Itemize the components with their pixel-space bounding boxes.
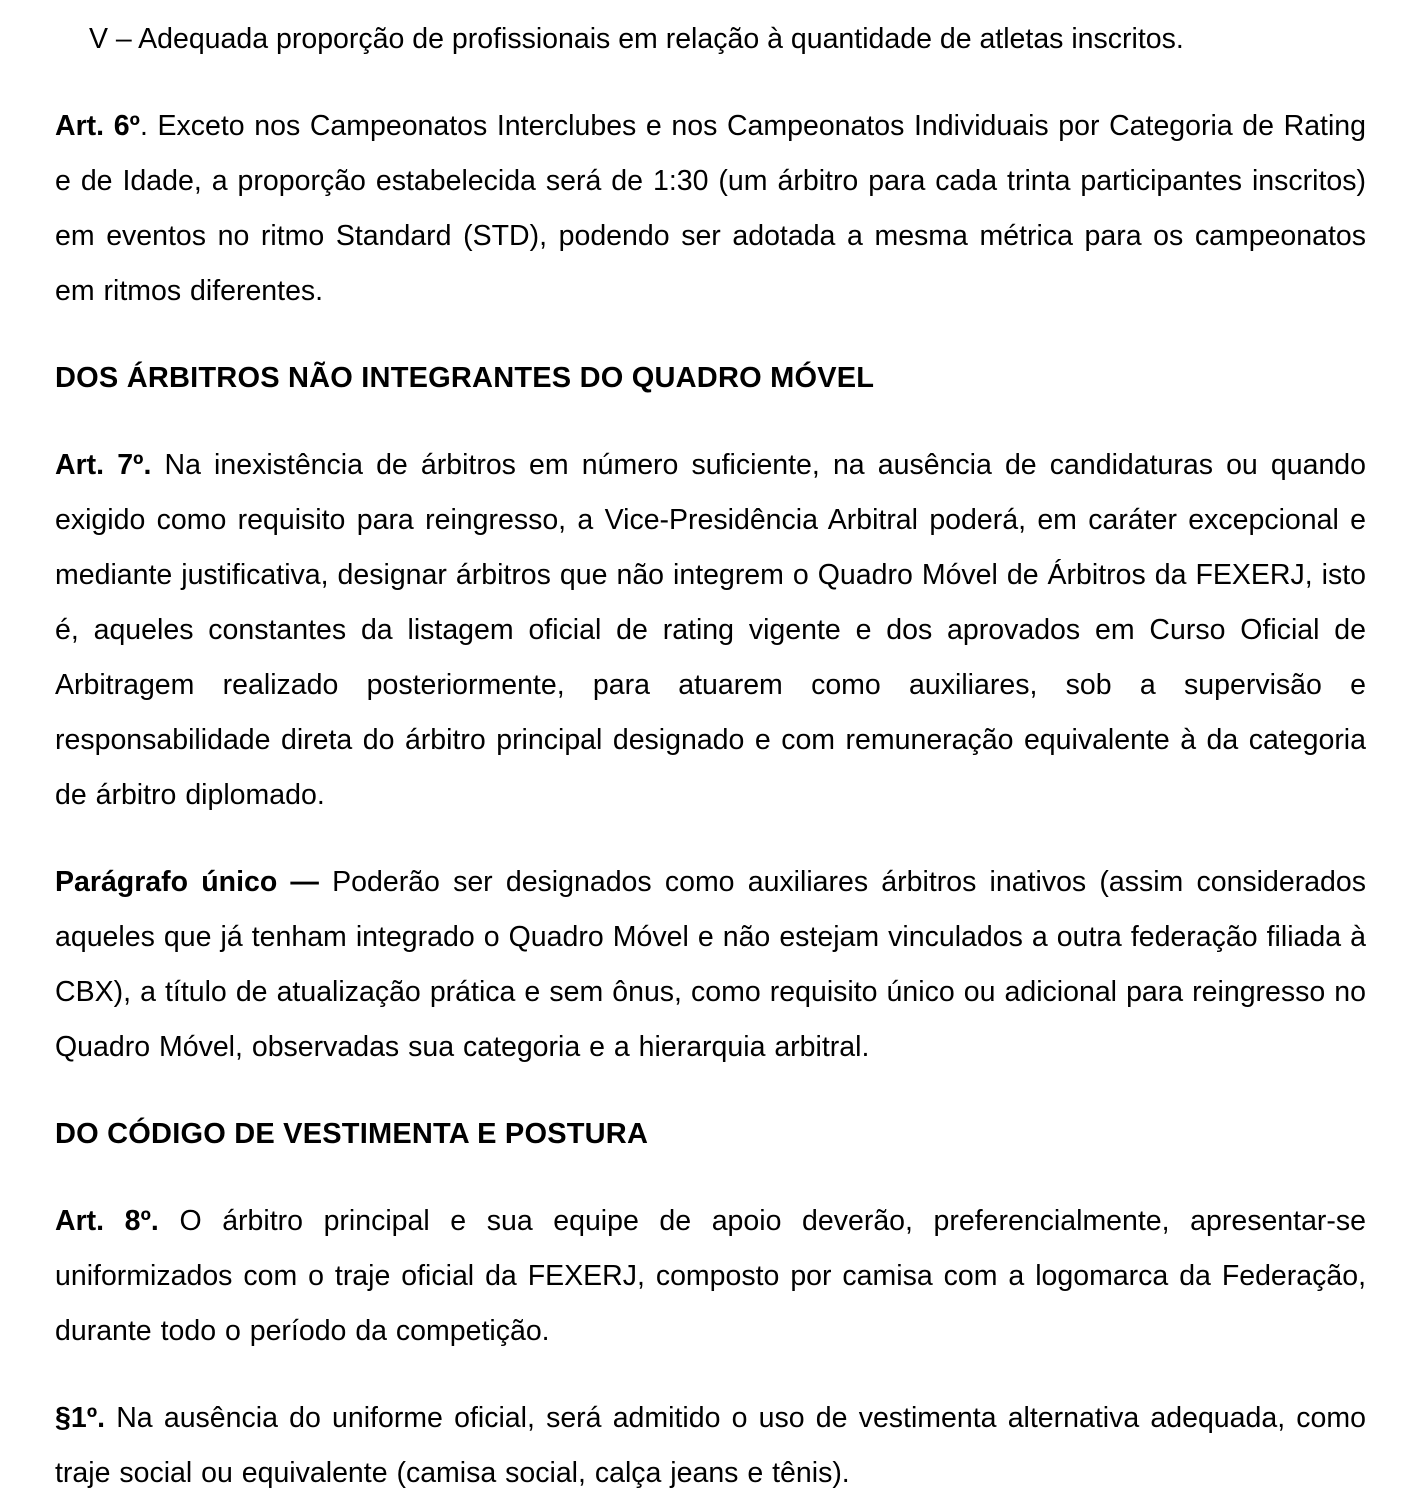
article-8-text: O árbitro principal e sua equipe de apoio deverão, preferencialmente, apresentar-se uniformizados com o traje oficial da FEXERJ, composto por camisa com a logomarca da Federação, durante todo o período da competição. (55, 1205, 1366, 1347)
clause-item-v-text: V – Adequada proporção de profissionais em relação à quantidade de atletas inscritos. (89, 23, 1184, 55)
section-heading-arbitros-nao-integrantes: DOS ÁRBITROS NÃO INTEGRANTES DO QUADRO MÓVEL (55, 362, 875, 394)
clause-item-v (55, 12, 1366, 67)
paragrafo-unico-paragraph (55, 855, 1366, 1075)
paragraph-1-label: §1º. (55, 1402, 106, 1434)
article-8-label: Art. 8º. (55, 1205, 159, 1237)
paragrafo-unico-label: Parágrafo único — (55, 866, 319, 898)
article-7-text: Na inexistência de árbitros em número suficiente, na ausência de candidaturas ou quando exigido como requisito para reingresso, a Vice-Presidência Arbitral poderá, em caráter excepcional e mediante justificativa, designar árbitros que não integrem o Quadro Móvel de Árbitros da FEXERJ, isto é, aqueles constantes da listagem oficial de rating vigente e dos aprovados em Curso Oficial de Arbitragem realizado posteriormente, para atuarem como auxiliares, sob a supervisão e responsabilidade direta do árbitro principal designado e com remuneração equivalente à da categoria de árbitro diplomado. (55, 449, 1367, 811)
paragraph-1-text: Na ausência do uniforme oficial, será admitido o uso de vestimenta alternativa adequada, como traje social ou equivalente (camisa social, calça jeans e tênis). (55, 1402, 1366, 1489)
article-8-paragraph (55, 1194, 1366, 1359)
section-heading-codigo-vestimenta: DO CÓDIGO DE VESTIMENTA E POSTURA (55, 1118, 649, 1150)
article-6-text: . Exceto nos Campeonatos Interclubes e nos Campeonatos Individuais por Categoria de Rating e de Idade, a proporção estabelecida será de 1:30 (um árbitro para cada trinta participantes inscritos) em eventos no ritmo Standard (STD), podendo ser adotada a mesma métrica para os campeonatos em ritmos diferentes. (55, 110, 1366, 307)
article-6-paragraph (55, 99, 1366, 319)
article-6-label: Art. 6º (55, 110, 140, 142)
article-7-label: Art. 7º. (55, 449, 152, 481)
article-7-paragraph (55, 438, 1366, 823)
paragrafo-unico-text: Poderão ser designados como auxiliares árbitros inativos (assim considerados aqueles que já tenham integrado o Quadro Móvel e não estejam vinculados a outra federação filiada à CBX), a título de atualização prática e sem ônus, como requisito único ou adicional para reingresso no Quadro Móvel, observadas sua categoria e a hierarquia arbitral. (55, 866, 1366, 1063)
paragraph-1-paragraph (55, 1391, 1366, 1495)
